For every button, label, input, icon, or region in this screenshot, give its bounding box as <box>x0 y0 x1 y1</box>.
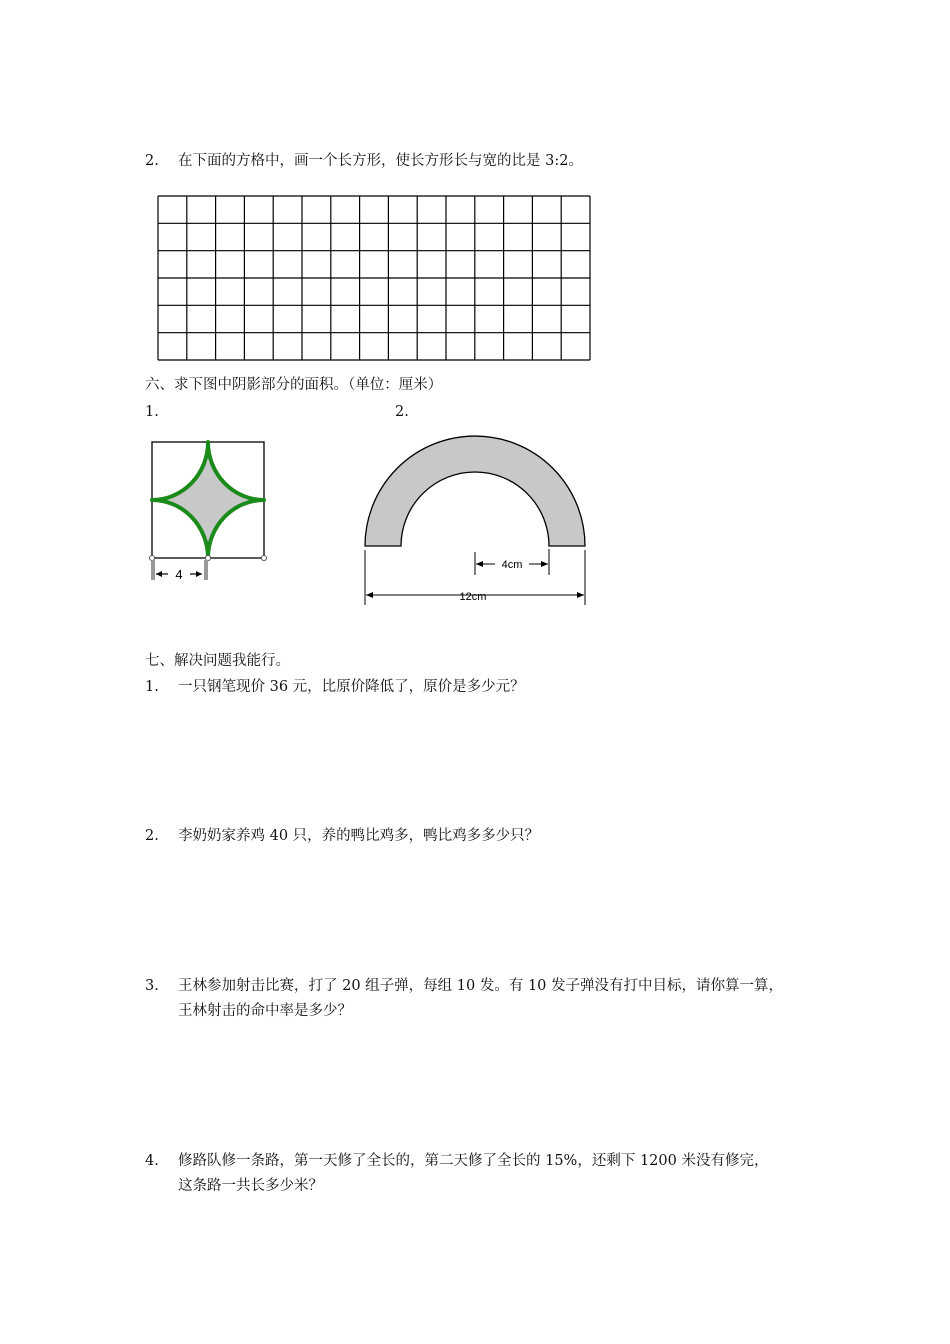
outer-diameter-label: 12cm <box>459 591 487 603</box>
figure-one-dimension-label: 4 <box>175 567 183 582</box>
problem-three-line-one: 王林参加射击比赛，打了 20 组子弹，每组 10 发。有 10 发子弹没有打中目标，请你算一算， <box>178 978 784 994</box>
problem-four-line-one: 修路队修一条路，第一天修了全长的，第二天修了全长的 15%，还剩下 1200 米没有修完， <box>178 1153 769 1169</box>
figure-square-quarter-circles <box>140 432 280 592</box>
figure-one-number: 1. <box>145 404 159 420</box>
question-number: 2. <box>145 153 159 169</box>
inner-radius-label: 4cm <box>501 559 523 571</box>
problem-four-line-two: 这条路一共长多少米？ <box>178 1178 323 1194</box>
section-seven-title: 七、解决问题我能行。 <box>145 653 290 669</box>
question-text: 在下面的方格中，画一个长方形，使长方形长与宽的比是 3:2。 <box>178 153 583 169</box>
section-six-title: 六、求下图中阴影部分的面积。（单位：厘米） <box>145 377 443 393</box>
shaded-region <box>365 436 585 546</box>
problem-one-number: 1. <box>145 679 159 695</box>
problem-three-number: 3. <box>145 978 159 994</box>
problem-two-text: 李奶奶家养鸡 40 只，养的鸭比鸡多，鸭比鸡多多少只？ <box>178 828 540 844</box>
problem-two-number: 2. <box>145 828 159 844</box>
problem-three-line-two: 王林射击的命中率是多少？ <box>178 1003 352 1019</box>
problem-four-number: 4. <box>145 1153 159 1169</box>
figure-half-ring <box>355 425 595 615</box>
problem-one-text: 一只钢笔现价 36 元，比原价降低了，原价是多少元？ <box>178 679 525 695</box>
figure-two-number: 2. <box>395 404 409 420</box>
answer-grid[interactable] <box>156 194 592 362</box>
